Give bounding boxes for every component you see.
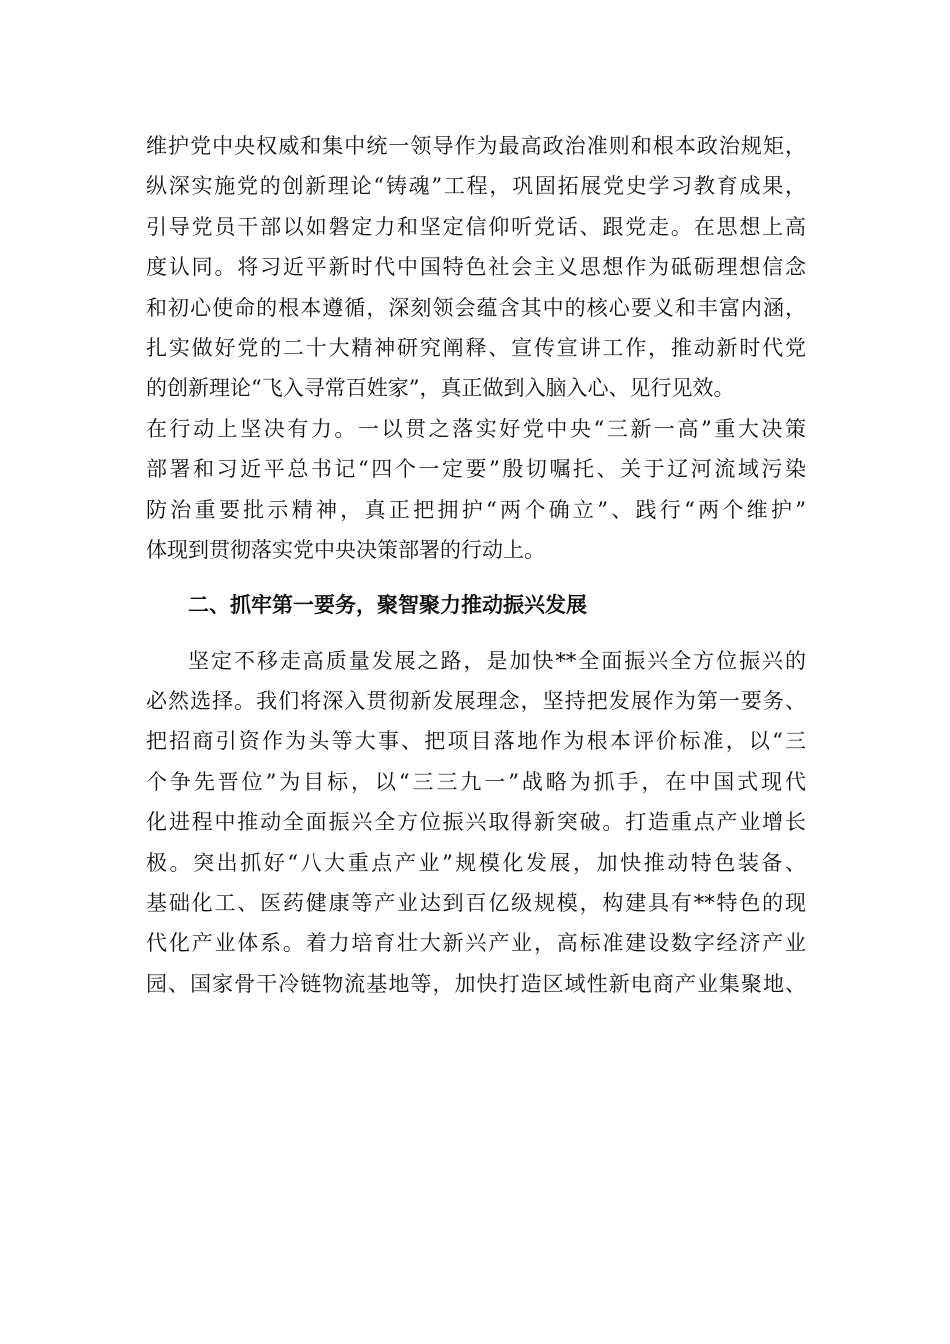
paragraph-1 — [146, 126, 806, 570]
text-line: 的创新理论“飞入寻常百姓家”，真正做到入脑入心、见行见效。 — [146, 376, 735, 401]
text-line: 个争先晋位”为目标，以“三三九一”战略为抓手，在中国式现代 — [146, 769, 806, 794]
section-heading: 二、抓牢第一要务，聚智聚力推动振兴发展 — [188, 593, 587, 618]
text-line: 坚定不移走高质量发展之路，是加快**全面振兴全方位振兴的 — [188, 648, 806, 673]
document-body — [146, 126, 806, 1004]
text-line: 把招商引资作为头等大事、把项目落地作为根本评价标准，以“三 — [146, 729, 806, 754]
text-line: 维护党中央权威和集中统一领导作为最高政治准则和根本政治规矩， — [146, 134, 806, 158]
text-line: 代化产业体系。着力培育壮大新兴产业，高标准建设数字经济产业 — [146, 931, 806, 956]
text-line: 和初心使命的根本遵循，深刻领会蕴含其中的核心要义和丰富内涵， — [146, 295, 806, 320]
text-line: 部署和习近平总书记“四个一定要”殷切嘱托、关于辽河流域污染 — [146, 457, 806, 482]
text-line: 引导党员干部以如磐定力和坚定信仰听党话、跟党走。在思想上高 — [146, 214, 806, 239]
text-line: 纵深实施党的创新理论“铸魂”工程，巩固拓展党史学习教育成果， — [146, 174, 806, 199]
spacer — [146, 570, 806, 585]
paragraph-2 — [146, 641, 806, 1005]
text-line: 体现到贯彻落实党中央决策部署的行动上。 — [146, 537, 545, 562]
text-line: 极。突出抓好“八大重点产业”规模化发展，加快推动特色装备、 — [146, 850, 806, 875]
text-line: 在行动上坚决有力。一以贯之落实好党中央“三新一高”重大决策 — [146, 416, 806, 441]
text-line: 必然选择。我们将深入贯彻新发展理念，坚持把发展作为第一要务、 — [146, 689, 806, 714]
spacer — [146, 626, 806, 641]
text-line: 扎实做好党的二十大精神研究阐释、宣传宣讲工作，推动新时代党 — [146, 335, 806, 360]
text-line: 化进程中推动全面振兴全方位振兴取得新突破。打造重点产业增长 — [146, 810, 806, 835]
text-line: 度认同。将习近平新时代中国特色社会主义思想作为砥砺理想信念 — [146, 255, 806, 280]
text-line: 基础化工、医药健康等产业达到百亿级规模，构建具有**特色的现 — [146, 891, 806, 916]
text-line: 防治重要批示精神，真正把拥护“两个确立”、践行“两个维护” — [146, 497, 806, 522]
text-line: 园、国家骨干冷链物流基地等，加快打造区域性新电商产业集聚地、 — [146, 971, 806, 996]
